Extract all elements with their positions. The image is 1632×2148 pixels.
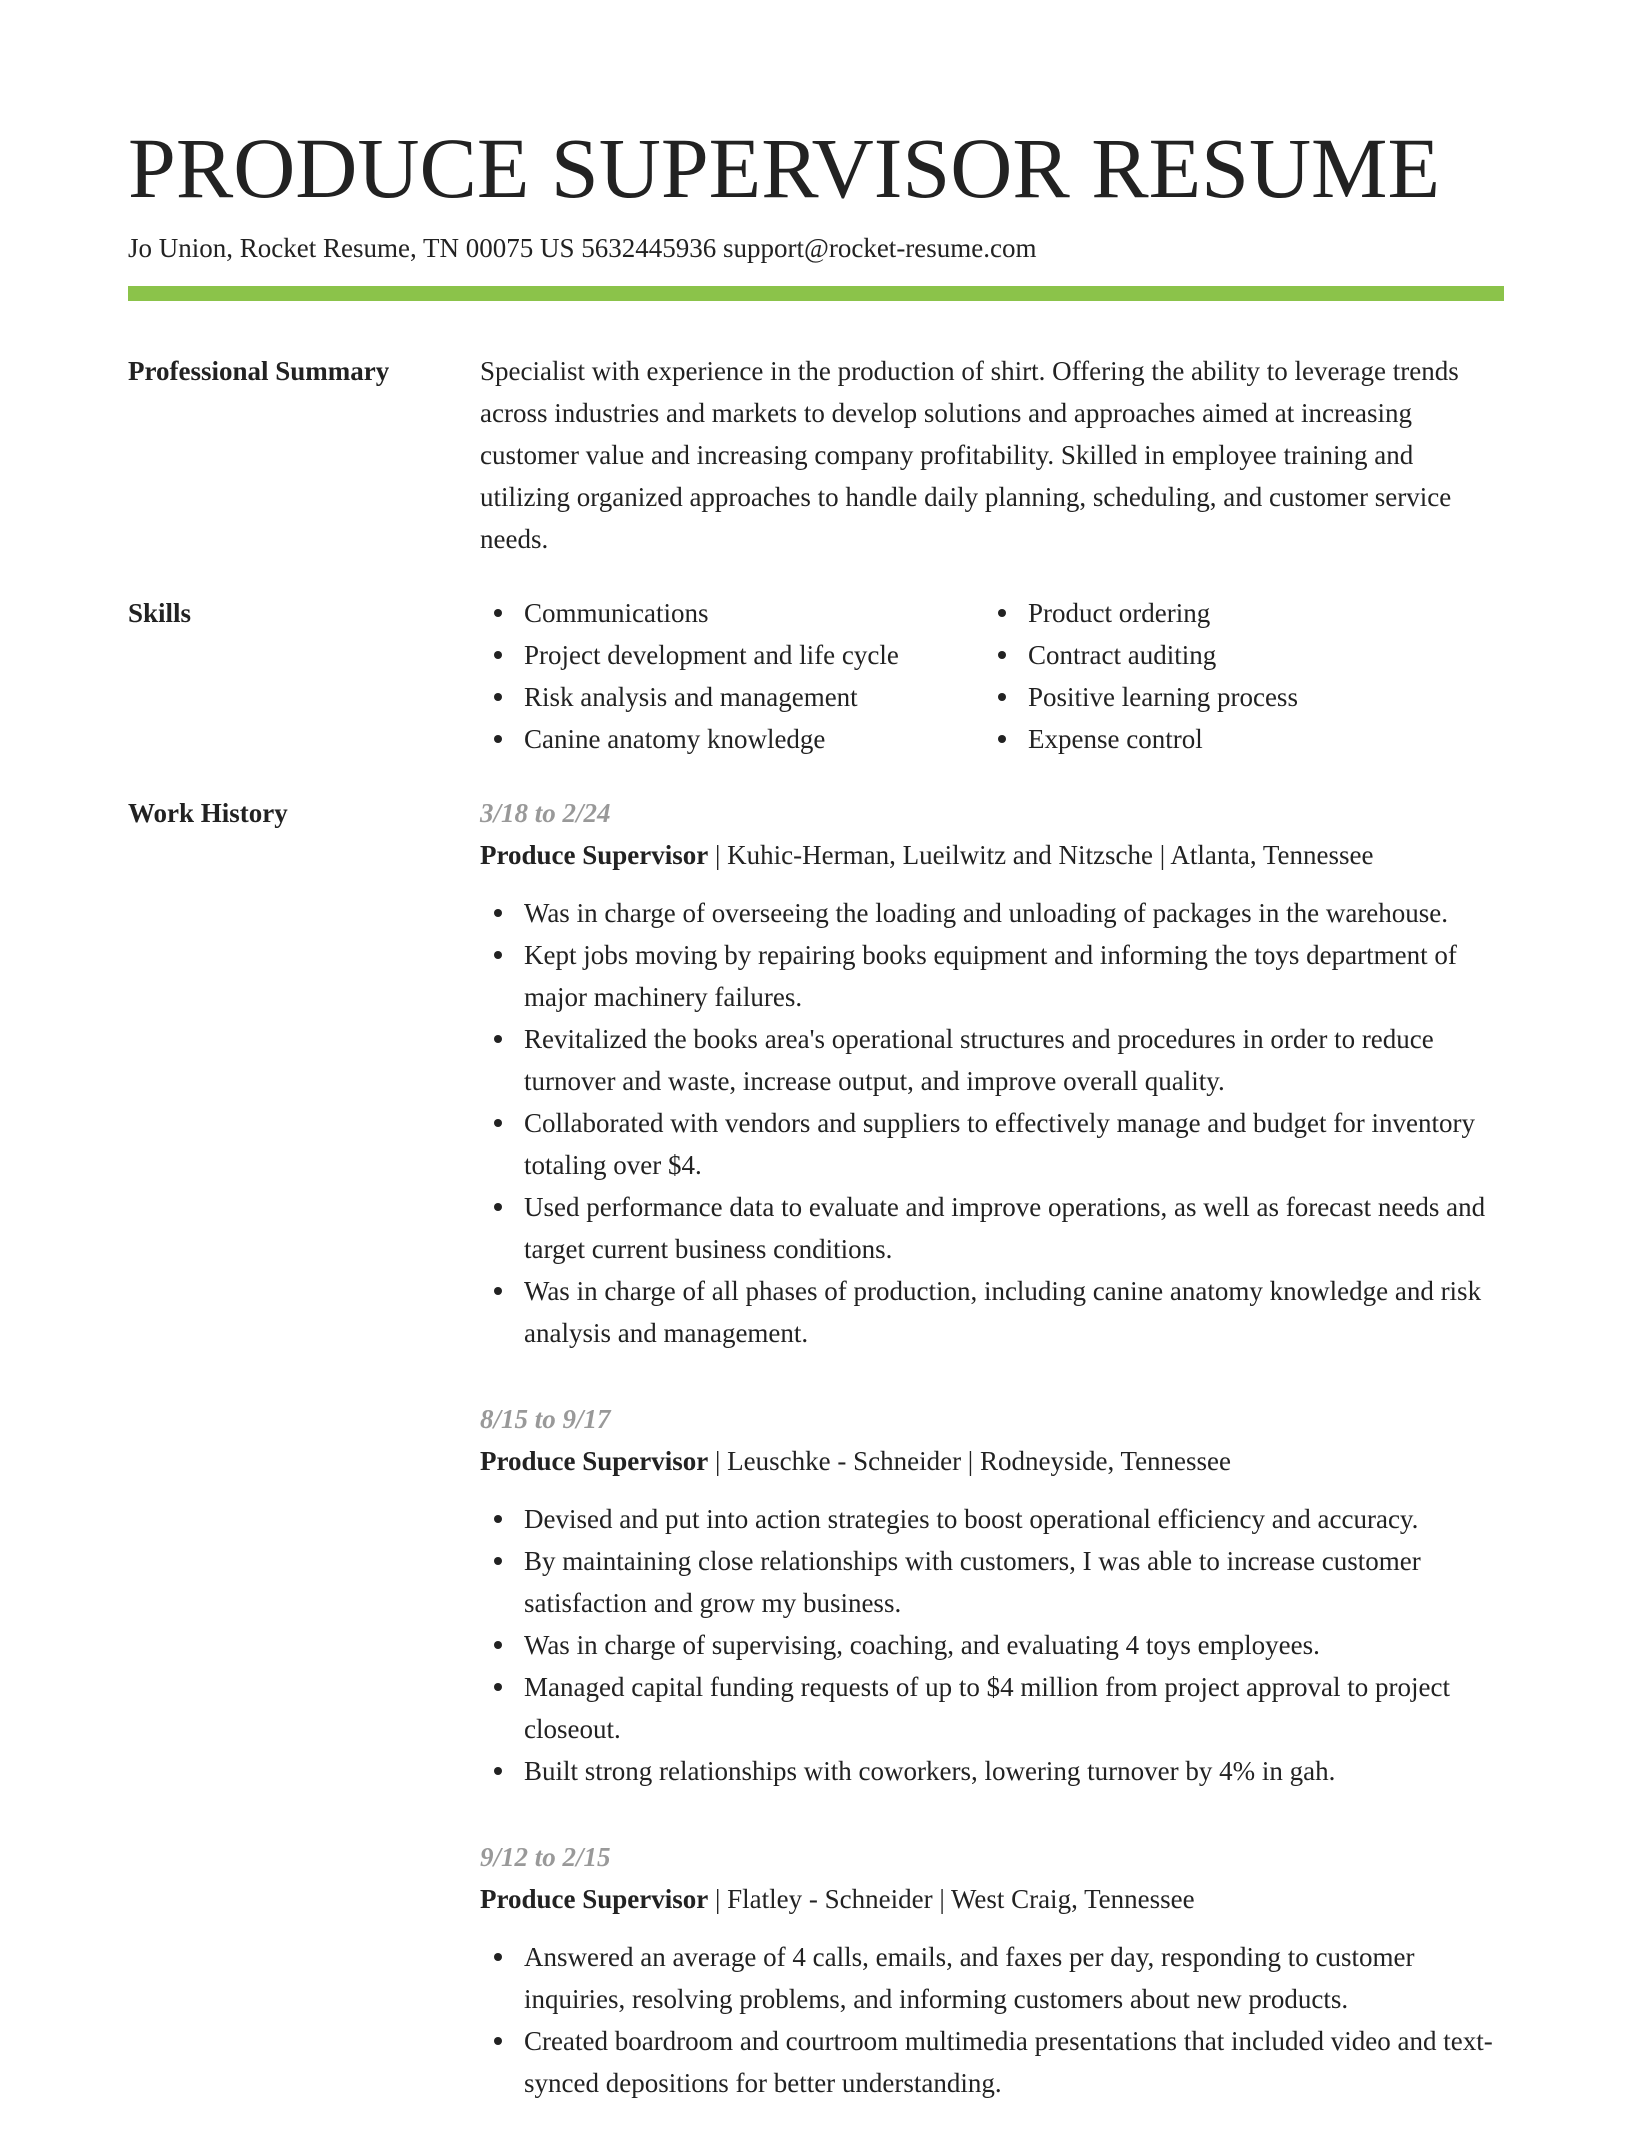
skill-item: Contract auditing xyxy=(984,634,1484,676)
job-bullet: Managed capital funding requests of up to $4 million from project approval to project closeout. xyxy=(480,1666,1504,1750)
job-heading xyxy=(480,1878,1504,1920)
job-dates: 8/15 to 9/17 xyxy=(480,1404,611,1434)
work-history-body xyxy=(480,792,1504,2148)
job-bullet-list xyxy=(480,1498,1504,1792)
job-separator: | xyxy=(708,1884,728,1914)
skills-label: Skills xyxy=(128,598,192,628)
job-bullet: Revitalized the books area's operational structures and procedures in order to reduce turnover and waste, increase output, and improve overall quality. xyxy=(480,1018,1504,1102)
job-bullet-list xyxy=(480,892,1504,1354)
skill-item: Project development and life cycle xyxy=(480,634,984,676)
skill-item: Product ordering xyxy=(984,592,1484,634)
skill-item: Expense control xyxy=(984,718,1484,760)
job-dates: 9/12 to 2/15 xyxy=(480,1842,611,1872)
job-separator: | xyxy=(708,840,728,870)
skills-column-right xyxy=(984,592,1484,760)
job-entry xyxy=(480,1836,1504,2104)
job-bullet: Answered an average of 4 calls, emails, and faxes per day, responding to customer inquiries, resolving problems, and informing customers about new products. xyxy=(480,1936,1504,2020)
resume-title: PRODUCE SUPERVISOR RESUME xyxy=(128,120,1441,216)
job-bullet: Kept jobs moving by repairing books equipment and informing the toys department of major machinery failures. xyxy=(480,934,1504,1018)
job-bullet: Created boardroom and courtroom multimedia presentations that included video and text-synced depositions for better understanding. xyxy=(480,2020,1504,2104)
job-heading xyxy=(480,834,1504,876)
skill-item: Risk analysis and management xyxy=(480,676,984,718)
job-bullet: Collaborated with vendors and suppliers to effectively manage and budget for inventory totaling over $4. xyxy=(480,1102,1504,1186)
summary-label: Professional Summary xyxy=(128,356,390,386)
skills-column-left xyxy=(480,592,984,760)
skill-item: Positive learning process xyxy=(984,676,1484,718)
job-bullet-list xyxy=(480,1936,1504,2104)
accent-divider xyxy=(128,286,1504,301)
job-dates: 3/18 to 2/24 xyxy=(480,798,611,828)
skill-item: Communications xyxy=(480,592,984,634)
skills-body xyxy=(480,592,1504,760)
job-bullet: Was in charge of supervising, coaching, and evaluating 4 toys employees. xyxy=(480,1624,1504,1666)
skills-columns xyxy=(480,592,1504,760)
job-bullet: By maintaining close relationships with customers, I was able to increase customer satisfaction and grow my business. xyxy=(480,1540,1504,1624)
job-bullet: Devised and put into action strategies to boost operational efficiency and accuracy. xyxy=(480,1498,1504,1540)
work-history-label: Work History xyxy=(128,798,288,828)
job-bullet: Used performance data to evaluate and improve operations, as well as forecast needs and target current business conditions. xyxy=(480,1186,1504,1270)
job-bullet: Was in charge of overseeing the loading and unloading of packages in the warehouse. xyxy=(480,892,1504,934)
job-bullet: Built strong relationships with coworkers, lowering turnover by 4% in gah. xyxy=(480,1750,1504,1792)
job-separator: | xyxy=(708,1446,728,1476)
job-entry xyxy=(480,792,1504,1354)
job-details: Flatley - Schneider | West Craig, Tennessee xyxy=(727,1884,1195,1914)
summary-text: Specialist with experience in the production of shirt. Offering the ability to leverage trends across industries and markets to develop solutions and approaches aimed at increasing customer value and increasing company profitability. Skilled in employee training and utilizing organized approaches to handle daily planning, scheduling, and customer service needs. xyxy=(480,356,1459,554)
job-title: Produce Supervisor xyxy=(480,1884,709,1914)
contact-line: Jo Union, Rocket Resume, TN 00075 US 5632445936 support@rocket-resume.com xyxy=(128,233,1037,263)
job-heading xyxy=(480,1440,1504,1482)
job-bullet: Was in charge of all phases of production, including canine anatomy knowledge and risk analysis and management. xyxy=(480,1270,1504,1354)
job-details: Leuschke - Schneider | Rodneyside, Tennessee xyxy=(727,1446,1232,1476)
job-title: Produce Supervisor xyxy=(480,840,709,870)
job-details: Kuhic-Herman, Lueilwitz and Nitzsche | Atlanta, Tennessee xyxy=(727,840,1374,870)
skill-item: Canine anatomy knowledge xyxy=(480,718,984,760)
summary-body xyxy=(480,350,1504,560)
job-title: Produce Supervisor xyxy=(480,1446,709,1476)
job-entry xyxy=(480,1398,1504,1792)
